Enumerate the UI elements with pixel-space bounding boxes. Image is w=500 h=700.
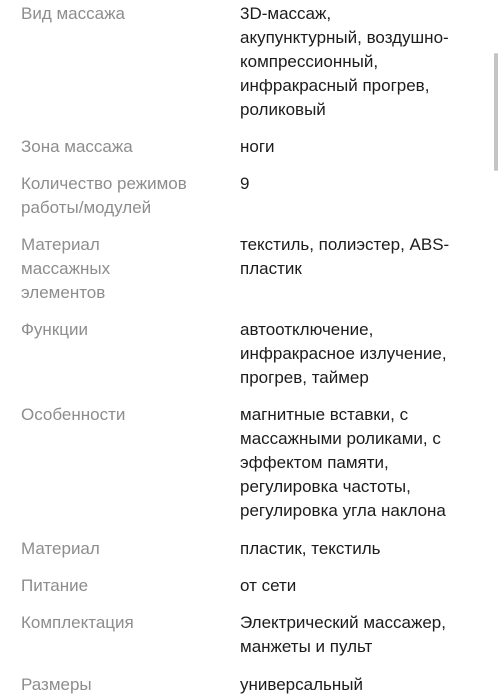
spec-label (21, 135, 221, 159)
spec-value-line: 9 (240, 174, 250, 193)
spec-value-line: текстиль, полиэстер, ABS- (240, 235, 450, 254)
spec-value-line: компрессионный, (240, 52, 379, 71)
spec-value (240, 2, 485, 122)
spec-value (240, 611, 485, 659)
spec-value-line: пластик (240, 259, 302, 278)
spec-value-line: регулировка угла наклона (240, 501, 446, 520)
spec-value-line: регулировка частоты, (240, 477, 411, 496)
spec-label (21, 403, 221, 427)
spec-value-line: массажными роликами, с (240, 429, 441, 448)
spec-value (240, 537, 485, 561)
spec-label-line: Вид массажа (21, 4, 125, 23)
spec-value (240, 172, 485, 196)
spec-value-line: ноги (240, 137, 275, 156)
spec-label (21, 318, 221, 342)
spec-value-line: магнитные вставки, с (240, 405, 409, 424)
spec-label (21, 673, 221, 697)
spec-label (21, 233, 221, 305)
spec-label (21, 611, 221, 635)
spec-value-line: Электрический массажер, (240, 613, 446, 632)
spec-label (21, 537, 221, 561)
spec-label-line: работы/модулей (21, 198, 152, 217)
scrollbar-thumb[interactable] (494, 53, 498, 171)
spec-value-line: инфракрасный прогрев, (240, 76, 430, 95)
spec-label-line: Материал (21, 539, 100, 558)
spec-value-line: эффектом памяти, (240, 453, 389, 472)
spec-label-line: Количество режимов (21, 174, 187, 193)
vertical-scrollbar[interactable] (492, 0, 500, 700)
spec-label-line: элементов (21, 283, 106, 302)
spec-value-line: роликовый (240, 100, 326, 119)
spec-label-line: Размеры (21, 675, 92, 694)
spec-value-line: универсальный (240, 675, 363, 694)
spec-value-line: пластик, текстиль (240, 539, 381, 558)
spec-label (21, 2, 221, 26)
spec-value (240, 318, 485, 390)
spec-value-line: акупунктурный, воздушно- (240, 28, 449, 47)
spec-value-line: автоотключение, (240, 320, 374, 339)
spec-label-line: Зона массажа (21, 137, 133, 156)
spec-label-line: Питание (21, 576, 89, 595)
spec-label-line: Комплектация (21, 613, 134, 632)
spec-label (21, 574, 221, 598)
spec-value (240, 135, 485, 159)
spec-label (21, 172, 221, 220)
spec-label-line: Функции (21, 320, 88, 339)
spec-label-line: Особенности (21, 405, 126, 424)
spec-label-line: массажных (21, 259, 111, 278)
spec-value-line: инфракрасное излучение, (240, 344, 447, 363)
spec-value (240, 574, 485, 598)
spec-value-line: от сети (240, 576, 297, 595)
spec-value (240, 673, 485, 697)
spec-label-line: Материал (21, 235, 100, 254)
spec-value-line: 3D-массаж, (240, 4, 332, 23)
spec-value-line: прогрев, таймер (240, 368, 369, 387)
spec-value (240, 233, 485, 281)
spec-value-line: манжеты и пульт (240, 637, 373, 656)
spec-value (240, 403, 485, 523)
